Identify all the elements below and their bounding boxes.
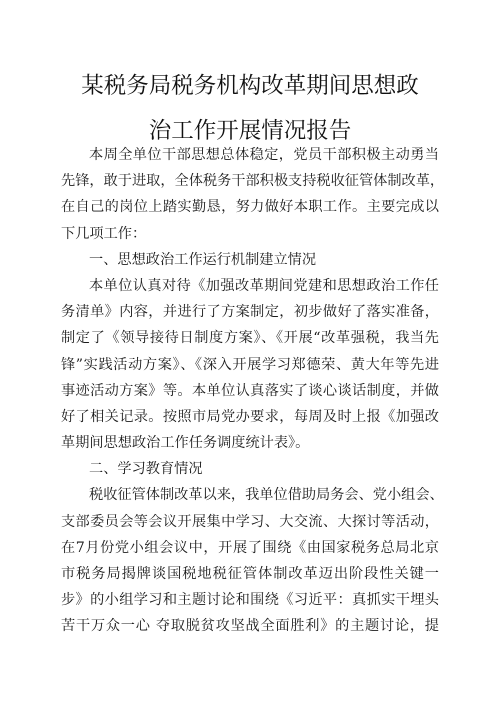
text-line: 好了相关记录。按照市局党办要求，每周及时上报《加强改 — [61, 408, 439, 425]
text-line: 制定了《领导接待日制度方案》、《开展“改革强税，我当先 — [61, 330, 439, 347]
text-line: 务清单》内容，并进行了方案制定，初步做好了落实准备， — [61, 304, 439, 321]
document-body — [61, 142, 445, 640]
section-heading: 二、学习教育情况 — [89, 461, 203, 478]
text-line: 税收征管体制改革以来，我单位借助局务会、党小组会、 — [89, 487, 444, 504]
text-line: 本单位认真对待《加强改革期间党建和思想政治工作任 — [89, 277, 439, 294]
document-title-line-1: 某税务局税务机构改革期间思想政 — [81, 73, 419, 99]
text-line: 苦干万众一心 夺取脱贫攻坚战全面胜利》的主题讨论，提 — [61, 618, 439, 635]
paragraph-section-1 — [61, 273, 439, 456]
text-line: 在7月份党小组会议中，开展了围绕《由国家税务总局北京 — [61, 539, 439, 556]
text-line: 步》的小组学习和主题讨论和围绕《习近平：真抓实干埋头 — [61, 592, 439, 609]
text-line: 下几项工作： — [61, 225, 147, 242]
text-line: 事迹活动方案》等。本单位认真落实了谈心谈话制度，并做 — [61, 382, 439, 399]
section-heading: 一、思想政治工作运行机制建立情况 — [89, 251, 317, 268]
section-heading-2 — [61, 456, 439, 482]
paragraph-section-2 — [61, 482, 444, 639]
text-line: 在自己的岗位上踏实勤恳，努力做好本职工作。主要完成以 — [61, 199, 439, 216]
paragraph-intro — [61, 142, 445, 247]
text-line: 支部委员会等会议开展集中学习、大交流、大探讨等活动， — [61, 513, 439, 530]
text-line: 革期间思想政治工作任务调度统计表》。 — [61, 435, 310, 452]
text-line: 锋”实践活动方案》、《深入开展学习郑德荣、黄大年等先进 — [61, 356, 439, 373]
text-line: 本周全单位干部思想总体稳定，党员干部积极主动勇当 — [89, 147, 439, 163]
text-line: 市税务局揭牌谈国税地税征管体制改革迈出阶段性关键一 — [61, 566, 439, 582]
text-line: 先锋，敢于进取，全体税务干部积极支持税收征管体制改革， — [61, 173, 445, 190]
document-title-line-2: 治工作开展情况报告 — [148, 118, 352, 144]
section-heading-1 — [61, 247, 439, 273]
